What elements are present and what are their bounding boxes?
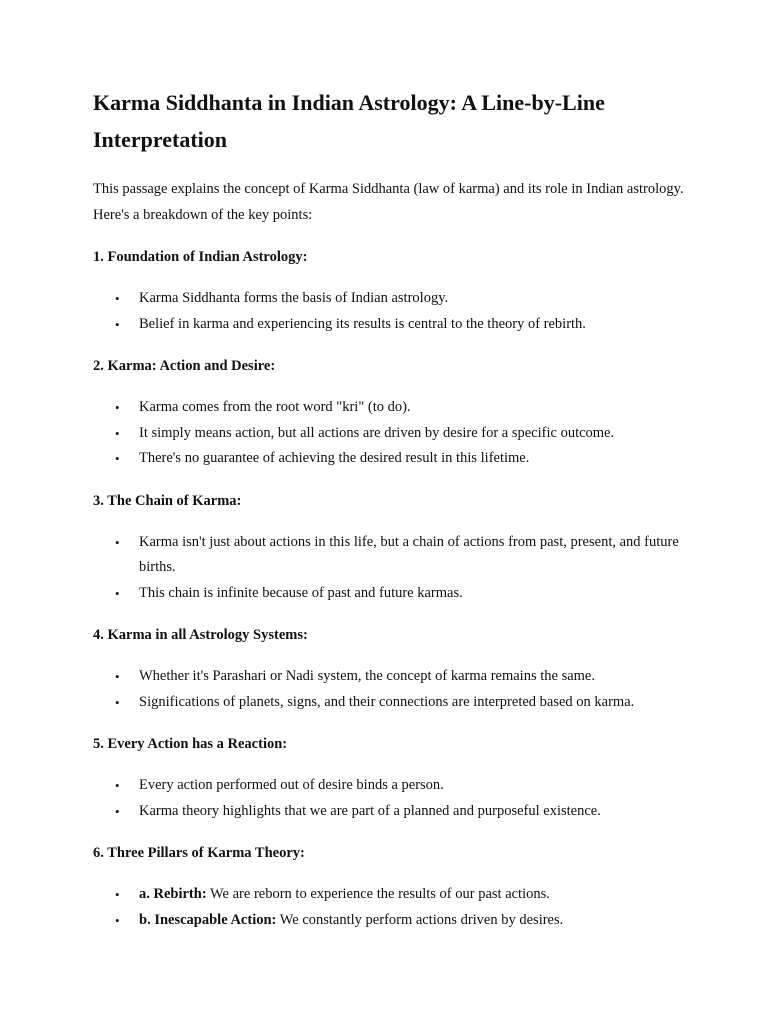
list-item-text: Every action performed out of desire binds a person. xyxy=(139,777,444,793)
list-item-text: We constantly perform actions driven by desires. xyxy=(276,911,564,928)
bullet-list xyxy=(93,773,688,824)
section-heading: 1. Foundation of Indian Astrology: xyxy=(93,249,308,265)
list-item-lead: a. Rebirth: xyxy=(139,886,207,902)
list-item-text: We are reborn to experience the results of our past actions. xyxy=(206,886,550,902)
list-item-text: It simply means action, but all actions are driven by desire for a specific outcome. xyxy=(139,424,615,441)
list-item xyxy=(93,882,688,908)
bullet-icon: • xyxy=(115,451,120,466)
list-item xyxy=(93,664,688,690)
list-item xyxy=(93,799,688,825)
list-item-text: Karma isn't just about actions in this life, but a chain of actions from past, present, and future births. xyxy=(139,533,679,575)
bullet-icon: • xyxy=(115,534,120,550)
bullet-icon: • xyxy=(115,585,120,601)
list-item-text: Karma theory highlights that we are part of a planned and purposeful existence. xyxy=(139,802,601,819)
list-item xyxy=(93,395,688,421)
bullet-list xyxy=(93,664,688,715)
list-item xyxy=(93,446,688,472)
document-title: Karma Siddhanta in Indian Astrology: A Line-by-Line Interpretation xyxy=(93,90,605,152)
list-item xyxy=(93,581,688,607)
list-item xyxy=(93,908,688,934)
list-item-lead: b. Inescapable Action: xyxy=(139,911,277,928)
list-item-text: There's no guarantee of achieving the desired result in this lifetime. xyxy=(139,450,530,466)
bullet-icon: • xyxy=(115,400,120,415)
list-item xyxy=(93,286,688,312)
bullet-icon: • xyxy=(115,316,120,332)
bullet-icon: • xyxy=(115,803,120,819)
bullet-icon: • xyxy=(115,291,120,306)
bullet-icon: • xyxy=(115,912,120,928)
list-item-text: Karma comes from the root word "kri" (to do). xyxy=(139,399,411,415)
sections-container xyxy=(93,244,688,933)
list-item-text: Belief in karma and experiencing its results is central to the theory of rebirth. xyxy=(139,315,586,332)
list-item xyxy=(93,690,688,716)
bullet-list xyxy=(93,530,688,607)
intro-paragraph: This passage explains the concept of Karma Siddhanta (law of karma) and its role in Indian astrology. Here's a breakdown of the key points: xyxy=(93,181,684,223)
section-heading: 2. Karma: Action and Desire: xyxy=(93,358,276,374)
bullet-icon: • xyxy=(115,694,120,710)
bullet-list xyxy=(93,395,688,472)
section-heading: 6. Three Pillars of Karma Theory: xyxy=(93,845,305,861)
section-heading: 4. Karma in all Astrology Systems: xyxy=(93,627,308,643)
bullet-icon: • xyxy=(115,887,120,902)
section-heading: 5. Every Action has a Reaction: xyxy=(93,736,288,752)
bullet-icon: • xyxy=(115,778,120,793)
bullet-icon: • xyxy=(115,669,120,684)
list-item xyxy=(93,312,688,338)
list-item-text: Karma Siddhanta forms the basis of Indian astrology. xyxy=(139,290,449,306)
list-item-text: This chain is infinite because of past and future karmas. xyxy=(139,584,463,601)
list-item-text: Significations of planets, signs, and their connections are interpreted based on karma. xyxy=(139,693,635,710)
bullet-icon: • xyxy=(115,425,120,441)
list-item xyxy=(93,530,688,581)
list-item-text: Whether it's Parashari or Nadi system, the concept of karma remains the same. xyxy=(139,668,595,684)
bullet-list xyxy=(93,286,688,337)
section-heading: 3. The Chain of Karma: xyxy=(93,492,242,509)
bullet-list xyxy=(93,882,688,933)
list-item xyxy=(93,421,688,447)
list-item xyxy=(93,773,688,799)
